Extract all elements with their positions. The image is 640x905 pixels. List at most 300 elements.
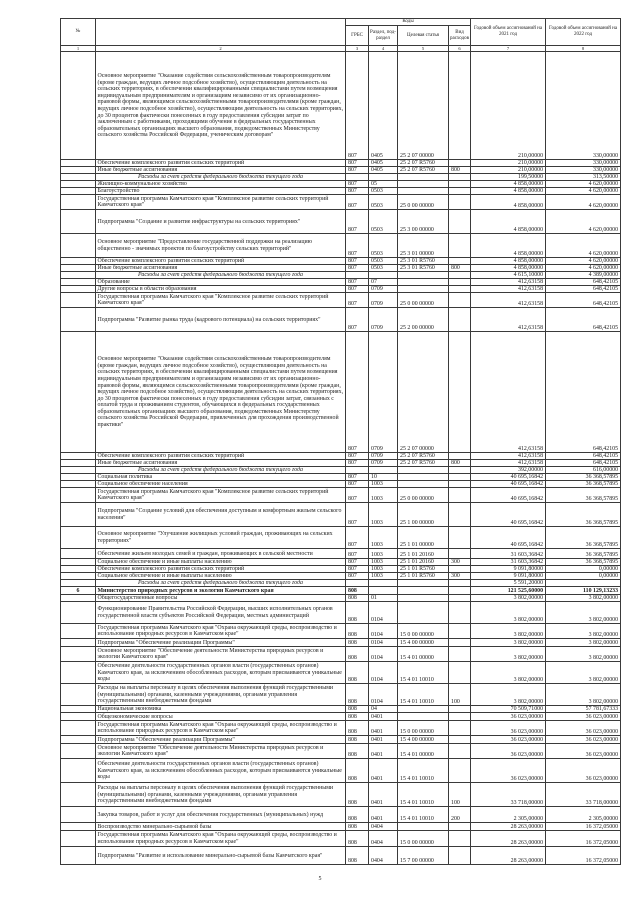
row-amount-2022-box <box>546 188 620 194</box>
table-row <box>61 847 621 865</box>
row-target-article-box <box>398 234 448 257</box>
row-target-article-box <box>398 684 448 705</box>
row-number-box <box>61 639 95 646</box>
row-amount-2022: 4 620,00000 <box>588 188 619 194</box>
row-grbs-box <box>346 559 368 565</box>
row-grbs-box <box>346 210 368 233</box>
row-grbs-box <box>346 160 368 166</box>
table-row <box>61 160 621 167</box>
row-razdel-cell <box>369 286 398 293</box>
row-grbs: 807 <box>348 250 357 257</box>
row-name: Основное мероприятие "Предоставление государственной поддержки на реализацию общественно - значимых проектов по благоустройству сельских территорий" <box>97 239 313 252</box>
row-amount-2021-cell <box>471 639 546 647</box>
row-name-cell <box>96 265 346 272</box>
row-expense-type-cell <box>449 174 471 181</box>
row-razdel-cell <box>369 647 398 662</box>
row-target-article-box <box>398 160 448 166</box>
table-row <box>61 684 621 706</box>
row-target-article: 15 4 01 10010 <box>400 676 434 683</box>
row-name: Обеспечение жильем молодых семей и граждан, проживающих в сельской местности <box>97 550 313 557</box>
row-name-cell <box>96 527 346 549</box>
row-grbs-cell <box>346 467 369 474</box>
row-expense-type-box <box>449 503 470 526</box>
row-name-box <box>96 721 345 735</box>
row-amount-2022-box <box>546 587 620 594</box>
row-name: Подпрограмма "Создание и развитие инфраструктуры на сельских территориях" <box>97 218 301 225</box>
row-name: Обеспечение деятельности государственных органов власти (государственных органов) Камчатского края, за исключением обособленных расходов, которым присваиваются уникальные коды <box>97 761 342 781</box>
row-number-cell <box>61 549 96 559</box>
row-amount-2022-cell <box>546 807 621 823</box>
row-grbs-cell <box>346 279 369 286</box>
row-grbs: 807 <box>348 265 357 271</box>
row-amount-2022: 36 368,57895 <box>585 559 619 565</box>
row-amount-2021-cell <box>471 566 546 573</box>
row-number-box <box>61 167 95 173</box>
row-amount-2021-cell <box>471 308 546 332</box>
row-amount-2022-box <box>546 549 620 558</box>
row-name-box <box>96 759 345 782</box>
row-razdel: 1003 <box>371 573 383 579</box>
row-amount-2022-box <box>546 174 620 180</box>
row-razdel: 0503 <box>371 202 383 209</box>
row-target-article-box <box>398 847 448 864</box>
row-number-box <box>61 566 95 572</box>
row-razdel: 0401 <box>371 815 383 822</box>
row-target-article-box <box>398 549 448 558</box>
row-grbs-box <box>346 602 368 623</box>
row-number-box <box>61 549 95 558</box>
row-grbs-cell <box>346 624 369 639</box>
row-grbs-cell <box>346 706 369 713</box>
header-amount-2022: Годовой объем ассигнований на 2022 год <box>546 19 621 46</box>
row-name-cell <box>96 52 346 160</box>
row-amount-2021: 2 305,00000 <box>513 815 544 822</box>
row-amount-2021-box <box>471 332 545 452</box>
row-target-article-cell <box>398 823 449 831</box>
row-grbs-cell <box>346 503 369 527</box>
row-grbs-box <box>346 474 368 480</box>
row-target-article-box <box>398 332 448 452</box>
table-row <box>61 527 621 549</box>
row-expense-type-box <box>449 713 470 720</box>
row-amount-2021-box <box>471 481 545 487</box>
row-grbs-cell <box>346 453 369 460</box>
header-amount-2021: Годовой объем ассигнований на 2021 год <box>471 19 546 46</box>
header-name <box>96 19 346 46</box>
row-name-cell <box>96 188 346 195</box>
row-name-box <box>96 566 345 572</box>
row-expense-type-box <box>449 174 470 180</box>
row-target-article-cell <box>398 647 449 662</box>
row-amount-2021-cell <box>471 174 546 181</box>
row-amount-2021: 36 023,00000 <box>510 713 544 720</box>
row-number-cell <box>61 286 96 293</box>
row-target-article: 25 3 00 00000 <box>400 226 434 233</box>
row-name-cell <box>96 160 346 167</box>
table-row <box>61 279 621 286</box>
row-razdel: 0503 <box>371 265 383 271</box>
row-razdel: 0104 <box>371 639 383 646</box>
row-amount-2021-cell <box>471 736 546 744</box>
row-razdel-box <box>369 807 397 822</box>
row-amount-2022-cell <box>546 234 621 258</box>
row-amount-2022-box <box>546 474 620 480</box>
row-razdel: 0503 <box>371 226 383 233</box>
row-amount-2022: 4 620,00000 <box>588 258 619 264</box>
row-target-article: 25 1 01 R5760 <box>400 573 435 579</box>
column-number: 2 <box>96 46 346 52</box>
row-target-article-cell <box>398 272 449 279</box>
row-expense-type-box <box>449 160 470 166</box>
row-grbs: 808 <box>348 698 357 705</box>
row-amount-2021-cell <box>471 759 546 783</box>
row-amount-2022-box <box>546 308 620 331</box>
row-number-cell <box>61 481 96 488</box>
table-row <box>61 272 621 279</box>
row-target-article-box <box>398 286 448 292</box>
row-grbs: 807 <box>348 286 357 292</box>
row-number-box <box>61 195 95 209</box>
row-amount-2021-box <box>471 195 545 209</box>
row-expense-type-cell <box>449 559 471 566</box>
row-grbs-cell <box>346 234 369 258</box>
row-razdel-cell <box>369 503 398 527</box>
row-razdel-cell <box>369 587 398 595</box>
row-amount-2021-cell <box>471 624 546 639</box>
table-row <box>61 210 621 234</box>
row-name: Иные бюджетные ассигнования <box>97 265 178 272</box>
row-name-box <box>96 474 345 480</box>
row-expense-type-cell <box>449 823 471 831</box>
row-razdel-cell <box>369 453 398 460</box>
row-amount-2021-box <box>471 587 545 594</box>
row-razdel-cell <box>369 488 398 503</box>
row-number: 6 <box>76 587 80 594</box>
row-amount-2022-box <box>546 783 620 806</box>
row-name: Функционирование Правительства Российской Федерации, высших исполнительных органов государственной власти субъектов Российской Федерации, местных администраций <box>97 606 333 619</box>
row-amount-2022-cell <box>546 823 621 831</box>
table-row <box>61 474 621 481</box>
row-target-article-box <box>398 527 448 548</box>
row-target-article-box <box>398 167 448 173</box>
row-amount-2021-box <box>471 279 545 285</box>
row-number-box <box>61 481 95 487</box>
row-razdel-cell <box>369 713 398 721</box>
row-expense-type: 100 <box>451 698 460 705</box>
row-target-article-cell <box>398 662 449 684</box>
row-amount-2021-box <box>471 580 545 586</box>
row-target-article: 25 1 01 20160 <box>400 551 434 558</box>
row-razdel: 0104 <box>371 698 383 705</box>
row-name-cell <box>96 783 346 807</box>
row-amount-2022-cell <box>546 332 621 453</box>
row-target-article-box <box>398 453 448 459</box>
row-name: Благоустройство <box>97 188 140 195</box>
row-amount-2022-cell <box>546 736 621 744</box>
row-grbs: 807 <box>348 541 357 548</box>
row-amount-2022: 36 368,57895 <box>585 474 619 480</box>
row-name: Государственная программа Камчатского края "Охрана окружающей среды, воспроизводство и использование природных ресурсов в Камчатском крае" <box>97 832 337 845</box>
row-amount-2021: 9 091,80000 <box>513 573 544 579</box>
row-razdel-box <box>369 559 397 565</box>
row-number-cell <box>61 52 96 160</box>
row-amount-2021-box <box>471 559 545 565</box>
row-name: Расходы на выплаты персоналу в целях обеспечения выполнения функций государственными (муниципальными) органами, казенными учреждениями, органами управления государственными внебюджетными фондами <box>97 685 334 705</box>
row-number-cell <box>61 721 96 736</box>
row-razdel: 0404 <box>371 839 383 846</box>
row-expense-type-cell <box>449 167 471 174</box>
row-name-cell <box>96 639 346 647</box>
row-amount-2021-box <box>471 847 545 864</box>
row-razdel-box <box>369 744 397 758</box>
row-amount-2021-box <box>471 639 545 646</box>
row-target-article-box <box>398 566 448 572</box>
row-razdel-box <box>369 293 397 307</box>
row-number-box <box>61 488 95 502</box>
row-number-box <box>61 474 95 480</box>
row-amount-2022: 16 372,05000 <box>585 839 619 846</box>
row-razdel-cell <box>369 52 398 160</box>
row-grbs-cell <box>346 602 369 624</box>
row-amount-2021-box <box>471 706 545 712</box>
row-name-box <box>96 258 345 264</box>
row-name-cell <box>96 807 346 823</box>
row-amount-2021: 3 802,00000 <box>513 631 544 638</box>
row-razdel-box <box>369 602 397 623</box>
row-number-cell <box>61 308 96 332</box>
row-name-cell <box>96 174 346 181</box>
row-name-cell <box>96 272 346 279</box>
row-amount-2022-box <box>546 234 620 257</box>
row-amount-2021-cell <box>471 831 546 847</box>
row-razdel-box <box>369 52 397 159</box>
row-expense-type-box <box>449 453 470 459</box>
row-amount-2021: 36 023,00000 <box>510 728 544 735</box>
table-row <box>61 174 621 181</box>
row-grbs-box <box>346 595 368 601</box>
row-number-cell <box>61 188 96 195</box>
row-grbs-cell <box>346 181 369 188</box>
row-grbs-box <box>346 279 368 285</box>
row-razdel-box <box>369 265 397 271</box>
row-amount-2022: 648,42105 <box>593 300 619 307</box>
row-razdel-cell <box>369 639 398 647</box>
row-razdel: 0709 <box>371 286 383 292</box>
row-amount-2021: 3 802,00000 <box>513 616 544 623</box>
row-target-article-cell <box>398 573 449 580</box>
row-grbs: 808 <box>348 857 357 864</box>
row-grbs-box <box>346 481 368 487</box>
row-name-box <box>96 174 345 180</box>
row-razdel-cell <box>369 823 398 831</box>
row-grbs-box <box>346 467 368 473</box>
row-grbs-box <box>346 453 368 459</box>
row-name-box <box>96 265 345 271</box>
row-number-cell <box>61 527 96 549</box>
row-razdel-box <box>369 210 397 233</box>
row-amount-2022-cell <box>546 160 621 167</box>
row-name-box <box>96 234 345 257</box>
row-target-article-box <box>398 488 448 502</box>
row-name-box <box>96 167 345 173</box>
row-expense-type-box <box>449 783 470 806</box>
row-amount-2021: 392,00000 <box>518 467 544 473</box>
row-expense-type-cell <box>449 308 471 332</box>
row-grbs-cell <box>346 549 369 559</box>
table-row <box>61 713 621 721</box>
row-name-cell <box>96 624 346 639</box>
row-name: Социальная политика <box>97 474 153 481</box>
row-name-box <box>96 481 345 487</box>
row-razdel-cell <box>369 759 398 783</box>
row-amount-2021: 210,00000 <box>518 152 544 159</box>
row-grbs-cell <box>346 258 369 265</box>
row-number-cell <box>61 684 96 706</box>
row-name: Общеэкономические вопросы <box>97 713 173 720</box>
row-target-article-cell <box>398 453 449 460</box>
row-expense-type-cell <box>449 624 471 639</box>
row-razdel: 1003 <box>371 495 383 502</box>
row-grbs-box <box>346 265 368 271</box>
row-amount-2022: 16 372,05000 <box>585 857 619 864</box>
row-number-box <box>61 573 95 579</box>
row-target-article-cell <box>398 308 449 332</box>
row-expense-type-cell <box>449 706 471 713</box>
table-row <box>61 807 621 823</box>
table-row <box>61 258 621 265</box>
row-razdel-box <box>369 831 397 846</box>
row-expense-type-cell <box>449 488 471 503</box>
row-amount-2022-cell <box>546 527 621 549</box>
row-amount-2021-cell <box>471 580 546 587</box>
row-amount-2021-box <box>471 453 545 459</box>
row-razdel: 0405 <box>371 160 383 166</box>
row-amount-2021: 4 858,00000 <box>513 181 544 187</box>
row-number-cell <box>61 744 96 759</box>
row-target-article: 25 2 07 R5760 <box>400 160 435 166</box>
table-row <box>61 467 621 474</box>
row-number-cell <box>61 736 96 744</box>
row-grbs-cell <box>346 662 369 684</box>
row-expense-type-box <box>449 831 470 846</box>
row-number-cell <box>61 823 96 831</box>
row-expense-type: 800 <box>451 167 460 173</box>
row-amount-2022-cell <box>546 559 621 566</box>
row-grbs-box <box>346 721 368 735</box>
row-grbs-box <box>346 647 368 661</box>
row-number-cell <box>61 265 96 272</box>
row-amount-2021: 5 591,20000 <box>513 580 544 586</box>
row-razdel: 0104 <box>371 654 383 661</box>
row-razdel-cell <box>369 602 398 624</box>
column-number: 6 <box>449 46 471 52</box>
row-name-cell <box>96 195 346 210</box>
row-razdel-box <box>369 684 397 705</box>
row-razdel: 0404 <box>371 823 383 830</box>
row-number-box <box>61 286 95 292</box>
row-razdel-box <box>369 488 397 502</box>
table-body <box>61 52 621 865</box>
row-name: Основное мероприятие "Оказание содействия сельскохозяйственным товаропроизводителям (кроме граждан, ведущих личное подсобное хозяйство), осуществляющим деятельность на сельских территориях, в обеспечении квалифицированными специалистами путем возмещения индивидуальным предпринимателям и организациям независимо от их организационно-правовой формы, являющимся сельскохозяйственными товаропроизводителями (кроме граждан, ведущих личное подсобное хозяйство), осуществляющим деятельность на сельских территориях, до 30 процентов фактически понесенных в году предоставления субсидии затрат по заключенным с работниками, проходящими обучение в федеральных государственных образовательных организациях высшего образования, подведомственных Министерству сельского хозяйства Российской Федерации, ученическим договорам" <box>97 72 344 139</box>
row-amount-2021-cell <box>471 265 546 272</box>
row-expense-type-cell <box>449 234 471 258</box>
row-amount-2021-cell <box>471 713 546 721</box>
row-amount-2022-cell <box>546 831 621 847</box>
row-razdel: 01 <box>371 595 377 601</box>
row-expense-type-cell <box>449 602 471 624</box>
row-razdel: 07 <box>371 279 377 285</box>
row-razdel-cell <box>369 174 398 181</box>
row-amount-2022: 36 023,00000 <box>585 728 619 735</box>
row-name-cell <box>96 460 346 467</box>
table-row <box>61 265 621 272</box>
row-amount-2022-cell <box>546 279 621 286</box>
table-row <box>61 783 621 807</box>
header-codes: Коды <box>346 19 471 26</box>
row-amount-2022: 648,42105 <box>593 453 619 459</box>
row-grbs: 807 <box>348 258 357 264</box>
row-grbs: 808 <box>348 839 357 846</box>
row-amount-2021-box <box>471 602 545 623</box>
row-amount-2022-cell <box>546 481 621 488</box>
row-razdel-box <box>369 308 397 331</box>
row-number-box <box>61 188 95 194</box>
row-grbs: 808 <box>348 639 357 646</box>
row-amount-2021-box <box>471 647 545 661</box>
row-number-box <box>61 736 95 743</box>
row-target-article-cell <box>398 759 449 783</box>
row-expense-type-box <box>449 639 470 646</box>
row-grbs-cell <box>346 580 369 587</box>
table-row <box>61 831 621 847</box>
row-name-cell <box>96 684 346 706</box>
row-grbs-box <box>346 807 368 822</box>
row-amount-2022: 2 305,00000 <box>588 815 619 822</box>
row-amount-2022-cell <box>546 759 621 783</box>
row-razdel-box <box>369 272 397 278</box>
column-number: 3 <box>346 46 369 52</box>
row-amount-2021-box <box>471 713 545 720</box>
row-grbs-cell <box>346 52 369 160</box>
row-name: Общегосударственные вопросы <box>97 595 178 602</box>
row-expense-type: 300 <box>451 573 460 579</box>
row-amount-2022-cell <box>546 52 621 160</box>
row-expense-type-box <box>449 721 470 735</box>
table-row <box>61 573 621 580</box>
row-amount-2022: 648,42105 <box>593 279 619 285</box>
row-target-article-cell <box>398 195 449 210</box>
row-grbs: 808 <box>348 775 357 782</box>
row-name-cell <box>96 279 346 286</box>
row-expense-type-box <box>449 684 470 705</box>
row-razdel-box <box>369 195 397 209</box>
row-name-box <box>96 293 345 307</box>
row-amount-2021: 40 695,16842 <box>510 474 544 480</box>
row-target-article: 15 4 01 10010 <box>400 799 434 806</box>
row-amount-2022-box <box>546 467 620 473</box>
row-number-cell <box>61 639 96 647</box>
row-name: Подпрограмма "Развитие рынка труда (кадрового потенциала) на сельских территориях" <box>97 316 321 323</box>
row-grbs-cell <box>346 160 369 167</box>
row-grbs-box <box>346 195 368 209</box>
row-amount-2021: 4 858,00000 <box>513 258 544 264</box>
column-number: 5 <box>398 46 449 52</box>
row-amount-2022-cell <box>546 258 621 265</box>
row-amount-2022-cell <box>546 566 621 573</box>
row-target-article: 25 0 00 00000 <box>400 202 434 209</box>
row-amount-2021-box <box>471 167 545 173</box>
row-amount-2021: 40 695,16842 <box>510 495 544 502</box>
